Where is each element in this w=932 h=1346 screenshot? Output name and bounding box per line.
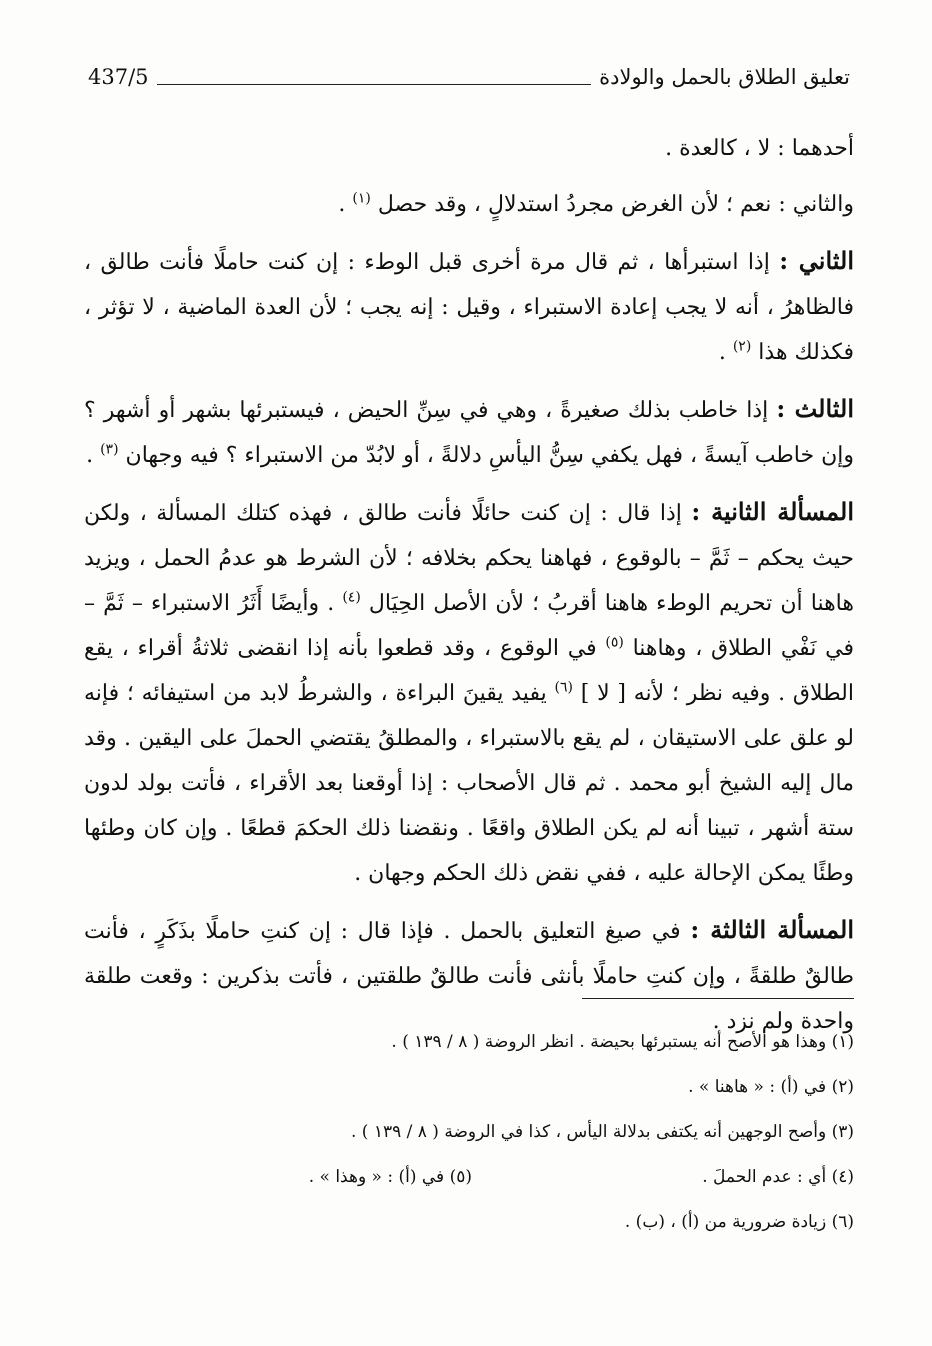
paragraph-5 [84, 489, 854, 896]
paragraph-text: إذا استبرأها ، ثم قال مرة أخرى قبل الوطء : إن كنت حاملًا فأنت طالق ، فالظاهرُ ، أنه لا يجب إعادة الاستبراء ، وقيل : إنه يجب ؛ لأن العدة الماضية ، لا تؤثر ، فكذلك هذا [84, 250, 854, 365]
paragraph-end: . [718, 340, 733, 365]
footnote-ref: (٥) [605, 634, 624, 651]
paragraph-text: أحدهما : لا ، كالعدة . [665, 136, 854, 161]
footnote-1: (١) وهذا هو الأصح أنه يستبرئها بحيضة . انظر الروضة ( ٨ / ١٣٩ ) . [391, 1032, 854, 1052]
footnote-3: (٣) وأصح الوجهين أنه يكتفى بدلالة اليأس ، كذا في الروضة ( ٨ / ١٣٩ ) . [350, 1122, 854, 1142]
footnote-4: (٤) أي : عدم الحملَ . [702, 1167, 854, 1187]
paragraph-text: في الوقوع ، وقد قطعوا بأنه إذا انقضى ثلاثةُ أقراء ، يقع الطلاق . وفيه نظر ؛ لأنه [ لا ] [84, 636, 854, 706]
paragraph-1 [84, 126, 854, 171]
page-number: 437/5 [88, 65, 149, 89]
footnote-5: (٥) في (أ) : « وهذا » . [308, 1167, 472, 1187]
footnote-ref: (٢) [732, 338, 752, 355]
paragraph-text: والثاني : نعم ؛ لأن الغرض مجردُ استدلالٍ ، وقد حصل [377, 192, 854, 217]
paragraph-2 [84, 182, 854, 227]
paragraph-text: في صيغ التعليق بالحمل . فإذا قال : إن كنتِ حاملًا بذَكَرٍ ، فأنت طالقٌ طلقةً ، وإن كنتِ حاملًا بأنثى فأنت طالقٌ طلقتين ، فأتت بذكرين : وقعت طلقة واحدة ولم نزد . [84, 919, 854, 1034]
footnote-row [84, 1155, 854, 1200]
section-term: الثاني : [779, 246, 854, 275]
paragraph-text: يفيد يقينَ البراءة ، والشرطُ لابد من استيفائه ؛ فإنه لو علق على الاستيقان ، لم يقع بالاستبراء ، والمطلقُ يقتضي الحملَ على اليقين . وقد مال إليه الشيخ أبو محمد . ثم قال الأصحاب : إذا أوقعنا بعد الأقراء ، فأتت بولد لدون ستة أشهر ، تبينا أنه لم يكن الطلاق واقعًا . ونقضنا ذلك الحكمَ قطعًا . وإن كان وطئها وطئًا يمكن الإحالة عليه ، ففي نقض ذلك الحكم وجهان . [84, 681, 854, 886]
section-term: الثالث : [776, 394, 854, 423]
paragraph-text: إذا قال : إن كنت حائلًا فأنت طالق ، فهذه كتلك المسألة ، ولكن حيث يحكم – ثَمَّ – بالوقوع ، فهاهنا يحكم بخلافه ؛ لأن الشرط هو عدمُ الحمل ، ويزيد هاهنا أن تحريم الوطء هاهنا أقربُ ؛ لأن الأصل الحِيَال [84, 501, 854, 616]
paragraph-end: . [338, 192, 353, 217]
footnote-ref: (٦) [554, 679, 573, 696]
paragraph-3 [84, 238, 854, 375]
header-rule [157, 84, 592, 85]
paragraph-text: إذا خاطب بذلك صغيرةً ، وهي في سِنِّ الحيض ، فيستبرئها بشهر أو أشهر ؟ وإن خاطب آيسةً ، فهل يكفي سِنُّ اليأسِ دلالةً ، أو لابُدّ من الاستبراء ؟ فيه وجهان [84, 398, 854, 468]
footnote-ref: (١) [352, 190, 371, 207]
running-title: تعليق الطلاق بالحمل والولادة [599, 65, 850, 89]
footnote-2: (٢) في (أ) : « هاهنا » . [688, 1077, 854, 1097]
main-text [84, 126, 854, 1055]
footnote-separator [582, 998, 854, 999]
page-header [88, 60, 850, 94]
footnote-6: (٦) زيادة ضرورية من (أ) ، (ب) . [624, 1212, 854, 1232]
paragraph-end: . [86, 443, 101, 468]
footnotes [84, 1020, 854, 1245]
footnote-ref: (٤) [342, 589, 361, 606]
section-term: المسألة الثانية : [691, 497, 854, 526]
paragraph-4 [84, 386, 854, 478]
footnote-ref: (٣) [100, 441, 119, 458]
paragraph-text: . وأيضًا أَثَرُ الاستبراء – ثَمَّ – في نَفْي الطلاق ، وهاهنا [84, 591, 855, 661]
section-term: المسألة الثالثة : [690, 915, 854, 944]
